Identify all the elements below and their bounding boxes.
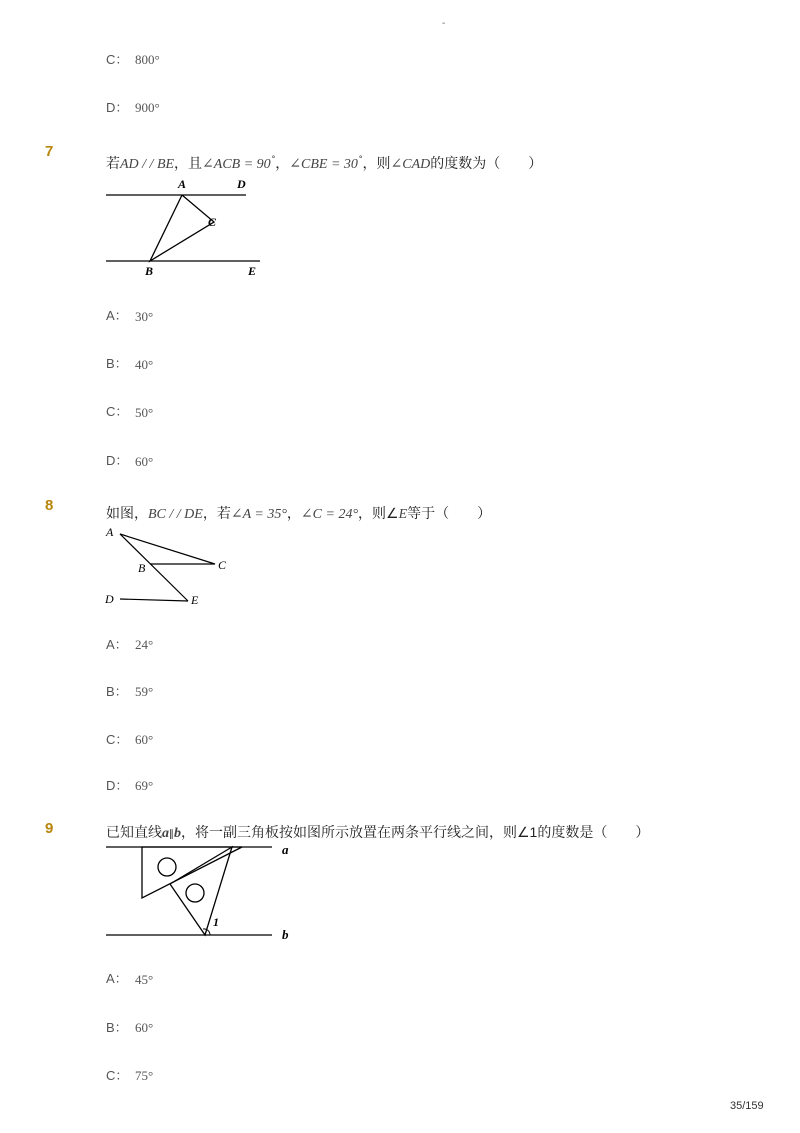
page-top-mark: - (442, 18, 446, 29)
q7-label-c: C (208, 215, 217, 229)
q9-option-b-value: 60° (135, 1020, 154, 1035)
q7-stem-math: ∠CAD (390, 157, 431, 172)
q9-stem-parallel: ∥ (169, 829, 174, 840)
q7-option-a-value: 30° (135, 309, 154, 324)
q7-label-e: E (248, 264, 257, 278)
q7-stem-text: 若 (106, 155, 120, 171)
q8-label-e: E (191, 593, 199, 607)
q7-label-a: A (178, 177, 187, 191)
q8-option-d-letter[interactable]: D： (106, 778, 129, 793)
q8-label-b: B (138, 561, 146, 575)
question-number-7: 7 (45, 143, 54, 160)
q7-option-b-value: 40° (135, 357, 154, 372)
q8-option-a-value: 24° (135, 637, 154, 652)
q9-hole-circle (186, 884, 204, 902)
q9-set-square-45 (142, 847, 242, 898)
q9-option-c-letter[interactable]: C： (106, 1068, 129, 1083)
q8-figure (100, 522, 240, 612)
q7-option-c-letter[interactable]: C： (106, 404, 129, 419)
q8-stem-math: ∠A = 35° (230, 507, 287, 522)
q9-label-b: b (282, 927, 289, 942)
q7-stem-degree: ° (358, 154, 363, 164)
question-number-9: 9 (45, 820, 54, 837)
q7-figure (100, 175, 270, 280)
q7-option-d-value: 60° (135, 454, 154, 469)
q6-option-c-letter[interactable]: C： (106, 52, 129, 67)
q8-option-b-value: 59° (135, 684, 154, 699)
q7-label-d: D (237, 177, 246, 191)
q8-option-a-letter[interactable]: A： (106, 637, 128, 652)
q8-stem-text: 如图， (106, 505, 148, 521)
q8-angle-abc (120, 534, 215, 564)
q9-stem-text: 已知直线 (106, 824, 162, 840)
q9-label-a: a (282, 842, 289, 857)
q8-stem (106, 503, 491, 523)
q8-stem-text: 等于（ ） (407, 505, 492, 521)
q7-stem-text: ， (275, 155, 290, 171)
q6-option-c-value: 800° (135, 52, 160, 67)
q9-option-a-letter[interactable]: A： (106, 971, 128, 986)
q9-option-b-letter[interactable]: B： (106, 1020, 128, 1035)
q9-set-square-30-60 (170, 847, 232, 935)
q8-stem-math: BC / / DE (148, 507, 203, 522)
q6-option-d-value: 900° (135, 100, 160, 115)
q9-stem-math: b (174, 826, 181, 841)
page-number: 35/159 (730, 1100, 764, 1112)
q8-stem-math: E (398, 507, 408, 522)
q6-option-d-letter[interactable]: D： (106, 100, 129, 115)
q7-stem-math: ∠ACB = 90 (202, 157, 271, 172)
q7-option-b-letter[interactable]: B： (106, 356, 128, 371)
q7-label-b: B (145, 264, 154, 278)
q8-stem-text: ，则∠ (358, 505, 399, 521)
q8-option-c-letter[interactable]: C： (106, 732, 129, 747)
q7-stem-math: AD / / BE (120, 157, 175, 172)
q8-stem-text: ， (286, 505, 301, 521)
q9-stem-math: a (162, 826, 169, 841)
q8-label-a: A (106, 525, 114, 539)
q7-stem-text: ，且 (174, 155, 203, 171)
q9-label-angle-1: 1 (213, 915, 219, 929)
q9-hole-circle (158, 858, 176, 876)
q7-stem-degree: ° (271, 154, 276, 164)
q8-stem-text: ，若 (202, 505, 231, 521)
q9-stem-text: ，将一副三角板按如图所示放置在两条平行线之间，则∠1的度数是（ ） (181, 824, 650, 840)
q7-option-c-value: 50° (135, 405, 154, 420)
q8-label-c: C (218, 558, 227, 572)
q8-option-d-value: 69° (135, 778, 154, 793)
q7-option-a-letter[interactable]: A： (106, 308, 128, 323)
q9-option-a-value: 45° (135, 972, 154, 987)
q8-option-b-letter[interactable]: B： (106, 684, 128, 699)
question-number-8: 8 (45, 497, 54, 514)
q8-label-d: D (105, 592, 114, 606)
q7-stem-text: 的度数为（ ） (430, 155, 543, 171)
q8-stem-math: ∠C = 24° (300, 507, 359, 522)
q7-stem-math: ∠CBE = 30 (289, 157, 358, 172)
q9-figure (100, 838, 300, 948)
q8-option-c-value: 60° (135, 732, 154, 747)
q9-option-c-value: 75° (135, 1068, 154, 1083)
q7-stem-text: ，则 (362, 155, 391, 171)
q7-option-d-letter[interactable]: D： (106, 453, 129, 468)
q7-stem (106, 153, 542, 173)
q8-segment-de (120, 599, 188, 601)
q8-segment-ae (120, 534, 188, 601)
q7-triangle-abc (150, 195, 214, 261)
